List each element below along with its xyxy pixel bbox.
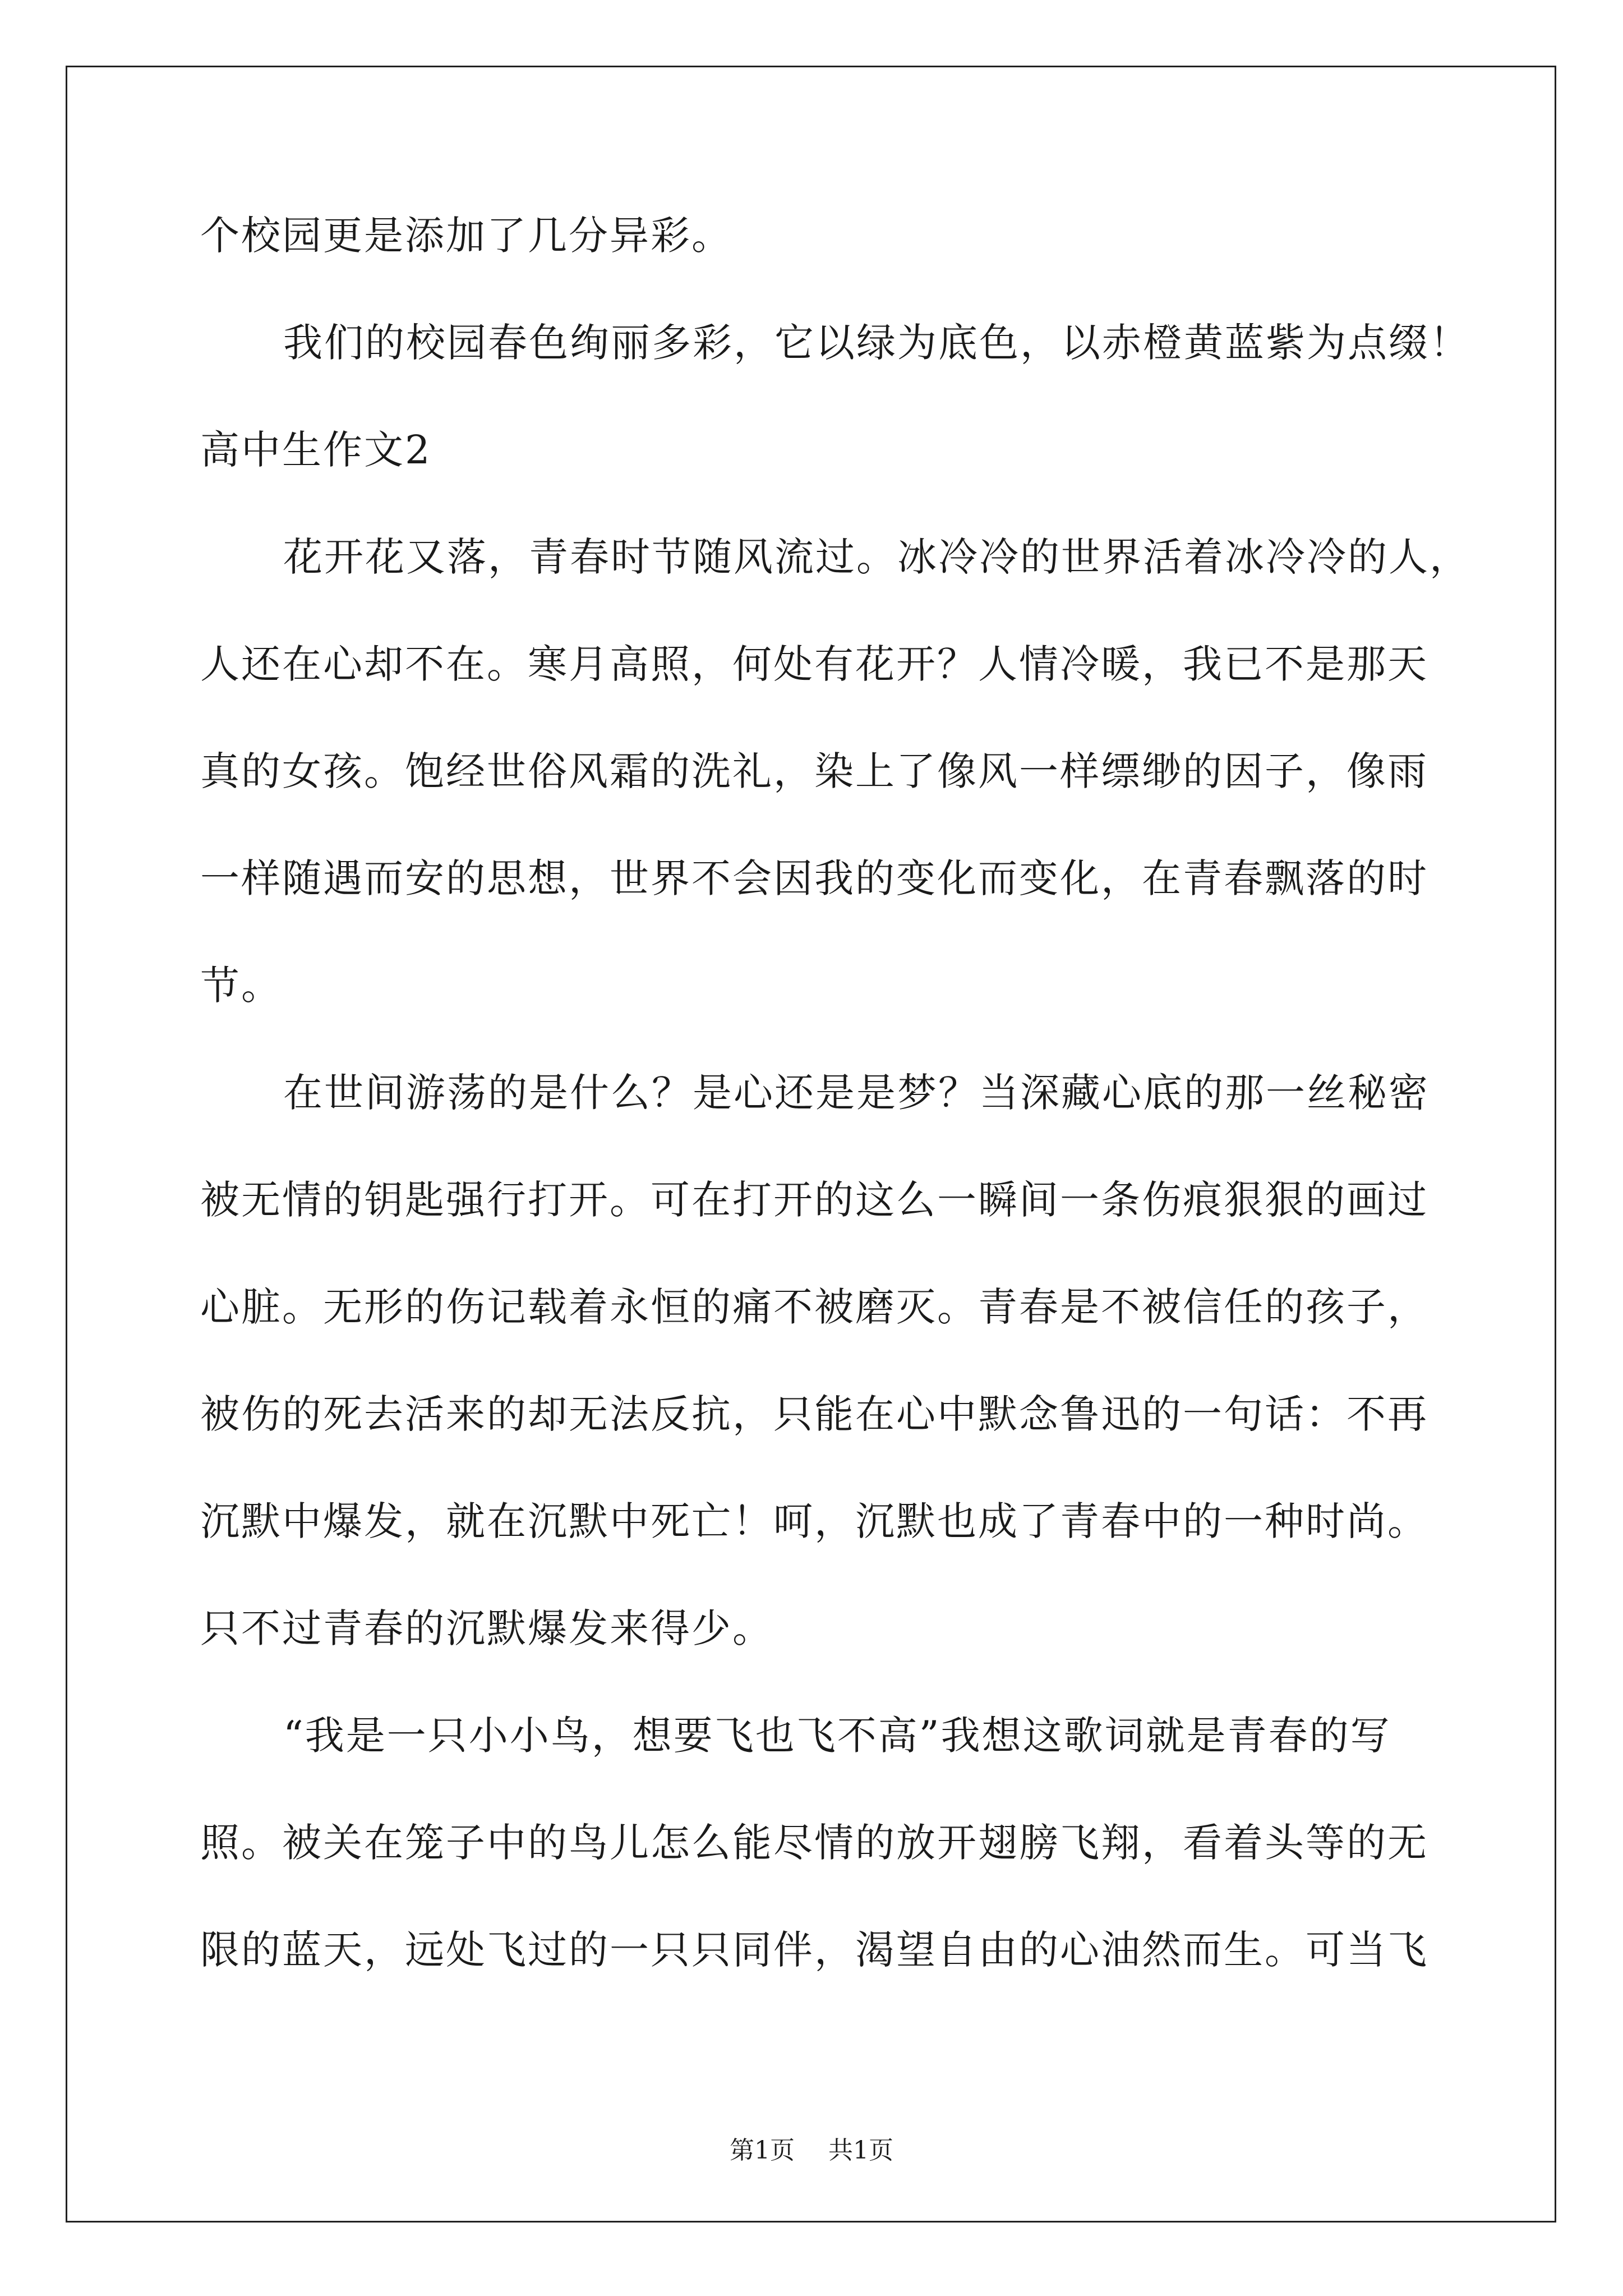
text-line: 在世间游荡的是什么？是心还是是梦？当深藏心底的那一丝秘密 [283, 1070, 1430, 1116]
page-number: 第1页 [730, 2136, 795, 2165]
text-line: 被无情的钥匙强行打开。可在打开的这么一瞬间一条伤痕狠狠的画过 [200, 1177, 1428, 1223]
text-line: 限的蓝天，远处飞过的一只只同伴，渴望自由的心油然而生。可当飞 [200, 1927, 1428, 1973]
text-line: “我是一只小小鸟，想要飞也飞不高”我想这歌词就是青春的写 [283, 1713, 1391, 1759]
essay-heading: 高中生作文2 [200, 427, 432, 473]
page-total: 共1页 [828, 2136, 893, 2165]
text-line: 被伤的死去活来的却无法反抗，只能在心中默念鲁迅的一句话：不再 [200, 1391, 1428, 1437]
text-line: 人还在心却不在。寒月高照，何处有花开？人情冷暖，我已不是那天 [200, 641, 1428, 687]
text-line: 我们的校园春色绚丽多彩，它以绿为底色，以赤橙黄蓝紫为点缀！ [283, 320, 1470, 366]
text-line: 照。被关在笼子中的鸟儿怎么能尽情的放开翅膀飞翔，看着头等的无 [200, 1820, 1428, 1866]
text-line: 花开花又落，青春时节随风流过。冰冷冷的世界活着冰冷冷的人， [283, 534, 1470, 580]
text-line: 只不过青春的沉默爆发来得少。 [200, 1605, 773, 1651]
page-footer [0, 2138, 1623, 2163]
text-line: 沉默中爆发，就在沉默中死亡！呵，沉默也成了青春中的一种时尚。 [200, 1498, 1428, 1544]
text-line: 心脏。无形的伤记载着永恒的痛不被磨灭。青春是不被信任的孩子， [200, 1284, 1428, 1330]
text-line: 个校园更是添加了几分异彩。 [200, 213, 732, 259]
text-line: 节。 [200, 963, 282, 1009]
text-line: 真的女孩。饱经世俗风霜的洗礼，染上了像风一样缥缈的因子，像雨 [200, 748, 1428, 794]
document-body [200, 213, 1470, 2037]
text-line: 一样随遇而安的思想，世界不会因我的变化而变化，在青春飘落的时 [200, 855, 1428, 901]
